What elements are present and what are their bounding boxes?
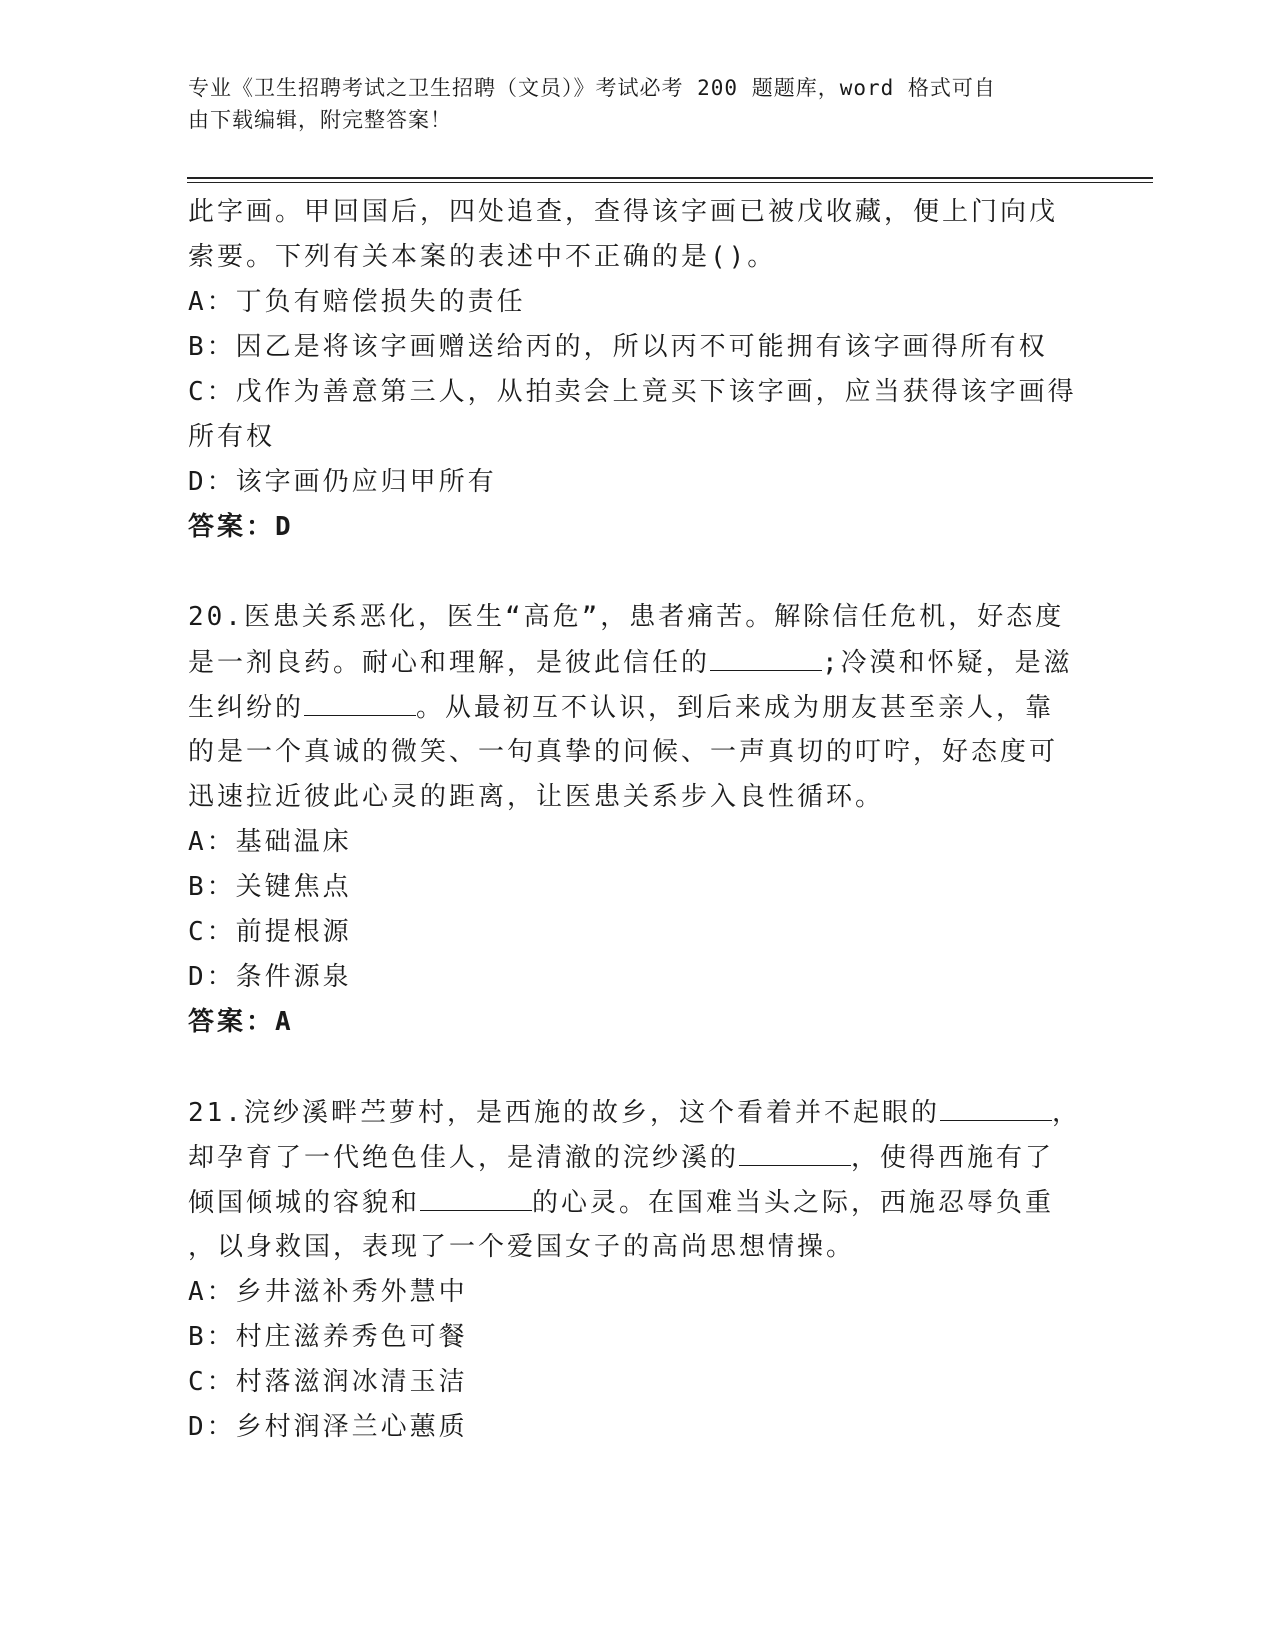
question-content <box>188 190 1088 1450</box>
question-20-answer: 答案：A <box>188 1007 294 1037</box>
question-19-option-c: C：戊作为善意第三人，从拍卖会上竟买下该字画，应当获得该字画得 <box>188 377 1077 407</box>
question-21-option-d: D：乡村润泽兰心蕙质 <box>188 1412 468 1442</box>
fill-blank <box>710 640 822 671</box>
header-divider-thick <box>187 177 1153 179</box>
question-21-option-a: A：乡井滋补秀外慧中 <box>188 1277 468 1307</box>
spacer <box>188 550 1088 595</box>
question-20-text: ;冷漠和怀疑，是滋 <box>822 648 1073 678</box>
question-19-option-d: D：该字画仍应归甲所有 <box>188 467 497 497</box>
question-21-text: 却孕育了一代绝色佳人，是清澈的浣纱溪的 <box>188 1143 740 1173</box>
question-21-option-b: B：村庄滋养秀色可餐 <box>188 1322 468 1352</box>
question-19-stem-line-2: 索要。下列有关本案的表述中不正确的是()。 <box>188 242 777 272</box>
question-21-option-c: C：村落滋润冰清玉洁 <box>188 1367 468 1397</box>
question-19-option-b: B：因乙是将该字画赠送给丙的，所以丙不可能拥有该字画得所有权 <box>188 332 1048 362</box>
question-21 <box>188 1090 1088 1450</box>
question-19 <box>188 190 1088 550</box>
question-20-stem-line-2 <box>188 640 1088 685</box>
question-20-stem-line-4: 的是一个真诚的微笑、一句真挚的问候、一声真切的叮咛，好态度可 <box>188 737 1059 767</box>
question-20-stem-line-3 <box>188 685 1088 730</box>
header-divider-thin <box>187 182 1153 183</box>
header-line-1: 专业《卫生招聘考试之卫生招聘（文员）》考试必考 200 题题库，word 格式可自 <box>188 76 996 100</box>
question-19-answer: 答案：D <box>188 512 294 542</box>
question-20-text: 是一剂良药。耐心和理解，是彼此信任的 <box>188 648 711 678</box>
fill-blank <box>739 1135 851 1166</box>
fill-blank <box>420 1180 532 1211</box>
question-19-option-a: A：丁负有赔偿损失的责任 <box>188 287 526 317</box>
spacer <box>188 1045 1088 1090</box>
question-21-stem-line-4: ，以身救国，表现了一个爱国女子的高尚思想情操。 <box>188 1232 856 1262</box>
header-line-2: 由下载编辑，附完整答案！ <box>188 108 452 132</box>
question-21-text: 的心灵。在国难当头之际，西施忍辱负重 <box>532 1188 1055 1218</box>
question-20 <box>188 595 1088 1045</box>
question-20-text: 生纠纷的 <box>188 693 305 723</box>
document-header <box>188 72 1078 136</box>
question-20-option-b: B：关键焦点 <box>188 872 352 902</box>
question-20-text: 。从最初互不认识，到后来成为朋友甚至亲人，靠 <box>416 693 1055 723</box>
question-21-stem-line-3 <box>188 1180 1088 1225</box>
question-21-stem-line-2 <box>188 1135 1088 1180</box>
question-21-text: 倾国倾城的容貌和 <box>188 1188 421 1218</box>
fill-blank <box>304 685 416 716</box>
question-21-text: ， <box>1051 1098 1081 1128</box>
question-19-option-c-continued: 所有权 <box>188 422 276 452</box>
question-21-stem-line-1 <box>188 1090 1088 1135</box>
question-19-stem-line-1: 此字画。甲回国后，四处追查，查得该字画已被戊收藏，便上门向戊 <box>188 197 1059 227</box>
question-20-stem-line-1: 20.医患关系恶化，医生“高危”，患者痛苦。解除信任危机，好态度 <box>188 602 1065 632</box>
question-20-stem-line-5: 迅速拉近彼此心灵的距离，让医患关系步入良性循环。 <box>188 782 885 812</box>
question-20-option-c: C：前提根源 <box>188 917 352 947</box>
question-21-text: ，使得西施有了 <box>851 1143 1055 1173</box>
question-20-option-a: A：基础温床 <box>188 827 352 857</box>
question-20-option-d: D：条件源泉 <box>188 962 352 992</box>
question-21-text: 21.浣纱溪畔苎萝村，是西施的故乡，这个看着并不起眼的 <box>188 1098 940 1128</box>
fill-blank <box>940 1090 1052 1121</box>
